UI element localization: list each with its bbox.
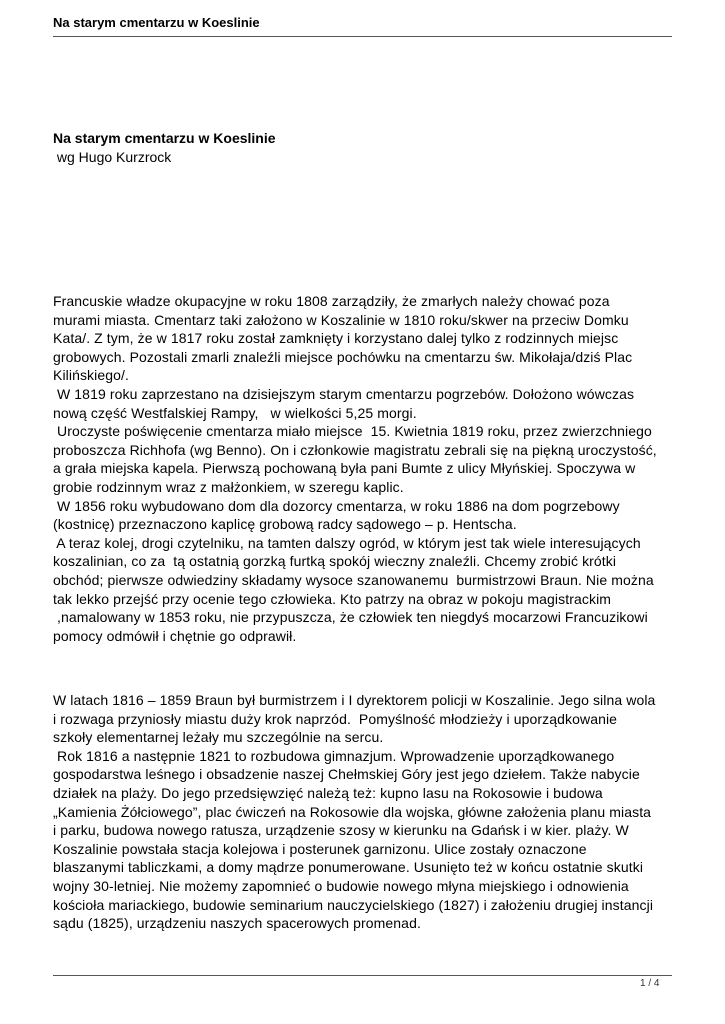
text-block-cemetery-history bbox=[53, 292, 683, 645]
text-line: Kilińskiego/. bbox=[53, 367, 130, 384]
footer-rule bbox=[53, 975, 672, 976]
text-line: obchód; pierwsze odwiedziny składamy wysoce szanowanemu burmistrzowi Braun. Nie można bbox=[53, 571, 654, 588]
text-line: A teraz kolej, drogi czytelniku, na tamten dalszy ogród, w którym jest tak wiele interesujących bbox=[53, 534, 641, 551]
text-line: „Kamienia Żółciowego”, plac ćwiczeń na Rokosowie dla wojska, główne założenia planu miasta bbox=[53, 803, 652, 820]
text-block-mayor-braun bbox=[53, 691, 683, 933]
page-number: 1 / 4 bbox=[640, 978, 660, 989]
text-line: Koszalinie powstała stacja kolejowa i posterunek garnizonu. Ulice zostały oznaczone bbox=[53, 840, 587, 857]
text-line: W latach 1816 – 1859 Braun był burmistrzem i I dyrektorem policji w Koszalinie. Jego silna wola bbox=[53, 692, 656, 708]
text-line: Uroczyste poświęcenie cmentarza miało miejsce 15. Kwietnia 1819 roku, przez zwierzchniego bbox=[53, 423, 652, 440]
text-line: pomocy odmówił i chętnie go odprawił. bbox=[53, 627, 297, 644]
text-line: i rozwaga przyniosły miastu duży krok naprzód. Pomyślność młodzieży i uporządkowanie bbox=[53, 710, 618, 727]
text-line: murami miasta. Cmentarz taki założono w Koszalinie w 1810 roku/skwer na przeciw Domku bbox=[53, 311, 629, 328]
text-line: blaszanymi tabliczkami, a domy mądrze ponumerowane. Usunięto też w końcu ostatnie skutki bbox=[53, 859, 644, 876]
text-line: Kata/. Z tym, że w 1817 roku został zamknięty i korzystano dalej tylko z rodzinnych miejsc bbox=[53, 330, 619, 347]
text-line: grobie rodzinnym wraz z małżonkiem, w szeregu kaplic. bbox=[53, 478, 404, 495]
text-line: kościoła mariackiego, budowie seminarium nauczycielskiego (1827) i założeniu drugiej instancji bbox=[53, 896, 654, 913]
text-line: proboszcza Richhofa (wg Benno). On i członkowie magistratu zebrali się na piękną uroczystość, bbox=[53, 441, 657, 458]
text-line: a grała miejska kapela. Pierwszą pochowaną była pani Bumte z ulicy Młyńskiej. Spoczywa w bbox=[53, 460, 636, 477]
text-line: wojny 30-letniej. Nie możemy zapomnieć o budowie nowego młyna miejskiego i odnowienia bbox=[53, 877, 629, 894]
text-line: nową część Westfalskiej Rampy, w wielkości 5,25 morgi. bbox=[53, 404, 417, 421]
header-rule bbox=[53, 36, 672, 37]
text-line: grobowych. Pozostali zmarli znaleźli miejsce pochówku na cmentarzu św. Mikołaja/dziś Plac bbox=[53, 348, 633, 365]
text-line: sądu (1825), urządzeniu naszych spacerowych promenad. bbox=[53, 915, 421, 932]
text-line: Francuskie władze okupacyjne w roku 1808 zarządziły, że zmarłych należy chować poza bbox=[53, 293, 610, 309]
text-line: Rok 1816 a następnie 1821 to rozbudowa gimnazjum. Wprowadzenie uporządkowanego bbox=[53, 747, 615, 764]
text-line: tak lekko przejść przy ocenie tego człowieka. Kto patrzy na obraz w pokoju magistrackim bbox=[53, 590, 612, 607]
running-header-title: Na starym cmentarzu w Koeslinie bbox=[53, 15, 260, 30]
text-line: W 1856 roku wybudowano dom dla dozorcy cmentarza, w roku 1886 na dom pogrzebowy bbox=[53, 497, 620, 514]
text-line: gospodarstwa leśnego i obsadzenie naszej Chełmskiej Góry jest jego dziełem. Także nabycie bbox=[53, 766, 640, 783]
text-line: i parku, budowa nowego ratusza, urządzenie szosy w kierunku na Gdańsk i w kier. plaży. W bbox=[53, 822, 629, 839]
text-line: ,namalowany w 1853 roku, nie przypuszcza, że człowiek ten niegdyś mocarzowi Francuzikowi bbox=[53, 609, 648, 626]
document-author: wg Hugo Kurzrock bbox=[53, 149, 172, 165]
text-line: (kostnicę) przeznaczono kaplicę grobową radcy sądowego – p. Hentscha. bbox=[53, 516, 517, 533]
text-line: W 1819 roku zaprzestano na dzisiejszym starym cmentarzu pogrzebów. Dołożono wówczas bbox=[53, 385, 635, 402]
document-title: Na starym cmentarzu w Koeslinie bbox=[53, 130, 276, 146]
text-line: szkoły elementarnej leżały mu szczególnie na sercu. bbox=[53, 729, 384, 746]
text-line: działek na plaży. Do jego przedsięwzięć należą też: kupno lasu na Rokosowie i budowa bbox=[53, 784, 603, 801]
text-line: koszalinian, co za tą ostatnią gorzką furtką spokój wieczny znaleźli. Chcemy zrobić krótki bbox=[53, 553, 617, 570]
